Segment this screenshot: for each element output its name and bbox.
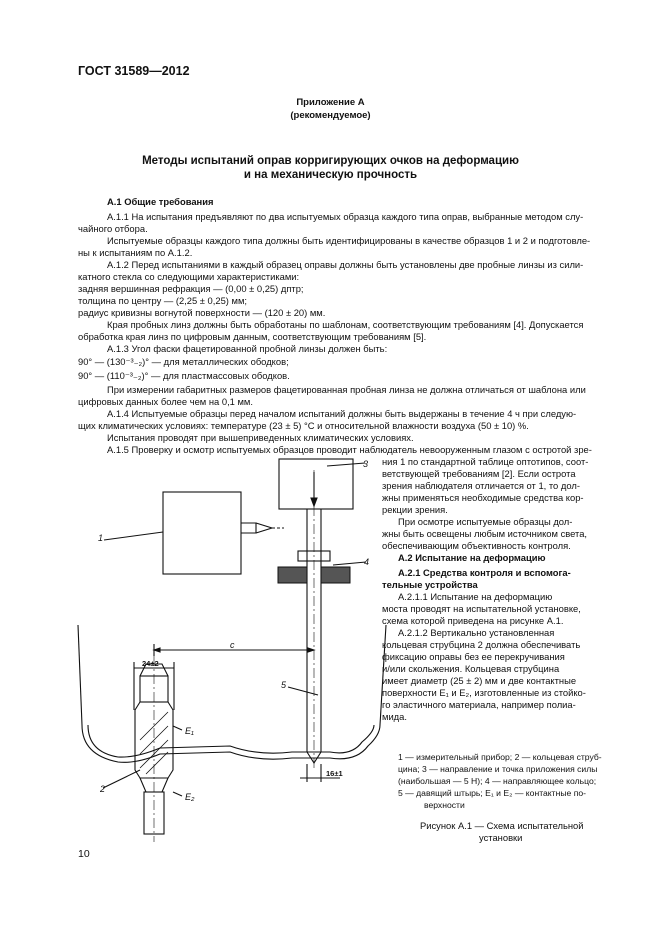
appendix-status: (рекомендуемое) <box>290 110 371 121</box>
body-line: А.1.2 Перед испытаниями в каждый образец оправы должны быть установлены две пробные линзы из сили- <box>107 259 584 270</box>
body-line: кольцевая струбцина 2 должна обеспечивать <box>382 639 581 650</box>
legend-line: верхности <box>424 800 465 810</box>
body-line: го эластичного материала, например полиа- <box>382 699 576 710</box>
body-line: чайного отбора. <box>78 223 148 234</box>
dimension-24: 24±2 <box>142 659 159 668</box>
body-line: моста проводят на испытательной установке, <box>382 603 581 614</box>
body-line: Края пробных линз должны быть обработаны по шаблонам, соответствующим требованиям [4]. Допускается <box>107 319 584 330</box>
surface-e2: E₂ <box>185 792 195 802</box>
body-line: зрения наблюдателя отличается от 1, то дол- <box>382 480 580 491</box>
body-line: А.1.1 На испытания предъявляют по два испытуемых образца каждого типа оправ, выбранные методом слу- <box>107 211 584 222</box>
body-line: Испытуемые образцы каждого типа должны быть идентифицированы в качестве образцов 1 и 2 и подготовле- <box>107 235 591 246</box>
legend-line: (наибольшая — 5 Н); 4 — направляющее кольцо; <box>398 776 597 786</box>
figure-caption: установки <box>479 832 523 843</box>
body-line: При осмотре испытуемые образцы дол- <box>398 516 573 527</box>
figure-caption: Рисунок А.1 — Схема испытательной <box>420 820 584 831</box>
body-line: ны к испытаниям по А.1.2. <box>78 247 193 258</box>
appendix-label: Приложение А <box>296 97 365 108</box>
body-line: обработка края линз по цифровым данным, соответствующим требованиям [5]. <box>78 331 427 342</box>
heading-a21: А.2.1 Средства контроля и вспомога- <box>398 567 571 578</box>
body-line: фиксацию оправы без ее перекручивания <box>382 651 565 662</box>
heading-a2: А.2 Испытание на деформацию <box>398 552 546 563</box>
section-title-line2: и на механическую прочность <box>243 169 418 181</box>
body-line: А.1.5 Проверку и осмотр испытуемых образцов проводит наблюдатель невооруженным глазом с остротой зре- <box>107 444 592 455</box>
legend-line: 5 — давящий штырь; E₁ и E₂ — контактные по- <box>398 788 586 798</box>
dimension-16: 16±1 <box>326 769 343 778</box>
body-line: радиус кривизны вогнутой поверхности — (120 ± 20) мм. <box>78 307 326 318</box>
body-line: Испытания проводят при вышеприведенных климатических условиях. <box>107 432 414 443</box>
callout-3: 3 <box>363 459 369 469</box>
body-line: обеспечивающим объективность контроля. <box>382 540 571 551</box>
page-number: 10 <box>78 848 90 860</box>
body-line: и/или скольжения. Кольцевая струбцина <box>382 663 560 674</box>
callout-1: 1 <box>98 533 104 543</box>
surface-e1: E₁ <box>185 726 194 736</box>
body-line: А.2.1.1 Испытание на деформацию <box>398 591 553 602</box>
legend-line: 1 — измерительный прибор; 2 — кольцевая струб- <box>398 752 602 762</box>
body-line: имеет диаметр (25 ± 2) мм и две контактные <box>382 675 577 686</box>
section-title-line1: Методы испытаний оправ корригирующих очков на деформацию <box>142 155 519 167</box>
body-line: цифровых данных более чем на 0,1 мм. <box>78 396 253 407</box>
body-line: А.2.1.2 Вертикально установленная <box>398 627 555 638</box>
body-line: А.1.4 Испытуемые образцы перед началом испытаний должны быть выдержаны в течение 4 ч при следую- <box>107 408 577 419</box>
body-line: щих климатических условиях: температуре (23 ± 5) °С и относительной влажности воздуха (50 ± 10) %. <box>78 420 529 431</box>
body-line: ния 1 по стандартной таблице оптотипов, соот- <box>382 456 589 467</box>
body-line: мида. <box>382 711 407 722</box>
body-line: При измерении габаритных размеров фацетированная пробная линза не должна отличаться от шаблона или <box>107 384 586 395</box>
body-line: поверхности E₁ и E₂, изготовленные из стойко- <box>382 687 586 698</box>
document-id: ГОСТ 31589—2012 <box>78 64 190 78</box>
body-line: задняя вершинная рефракция — (0,00 ± 0,25) дптр; <box>78 283 304 294</box>
body-line: А.1.3 Угол фаски фацетированной пробной линзы должен быть: <box>107 343 388 354</box>
body-line: катного стекла со следующими характеристиками: <box>78 271 300 282</box>
body-line: рекции зрения. <box>382 504 448 515</box>
body-line: 90° — (130⁻³₋₂)° — для металлических ободков; <box>78 356 289 367</box>
body-line: жны применяться необходимые средства кор- <box>382 492 584 503</box>
body-line: ветствующей требованиям [2]. Если острота <box>382 468 576 479</box>
body-line: схема которой приведена на рисунке А.1. <box>382 615 564 626</box>
heading-a1: А.1 Общие требования <box>107 196 214 207</box>
measuring-device <box>163 492 241 574</box>
body-line: толщина по центру — (2,25 ± 0,25) мм; <box>78 295 248 306</box>
legend-line: цина; 3 — направление и точка приложения силы <box>398 764 598 774</box>
body-line: 90° — (110⁻³₋₂)° — для пластмассовых ободков. <box>78 370 290 381</box>
body-line: жны быть освещены любым источником света, <box>382 528 588 539</box>
dimension-c: c <box>230 640 235 650</box>
callout-5: 5 <box>281 680 287 690</box>
callout-2: 2 <box>100 784 106 794</box>
callout-4: 4 <box>364 557 370 567</box>
heading-a21: тельные устройства <box>382 579 478 590</box>
